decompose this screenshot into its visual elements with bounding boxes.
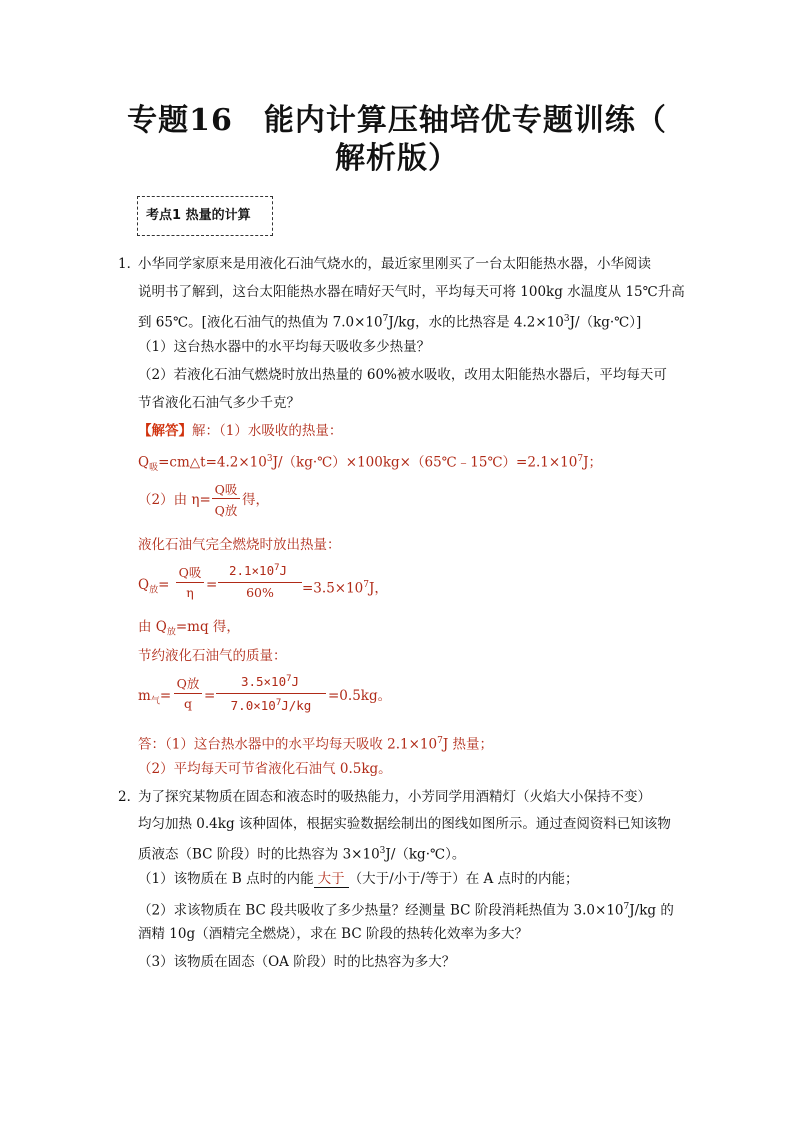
exponent: 7 (437, 736, 443, 746)
frac-numerator: Q吸 (214, 482, 238, 497)
question-2-stem-line2: 均匀加热 0.4kg 该种固体，根据实验数据绘制出的图线如图所示。通过查阅资料已知该物 (138, 816, 671, 832)
question-1-stem-line2: 说明书了解到，这台太阳能热水器在晴好天气时，平均每天可将 100kg 水温度从 15℃升高 (138, 284, 685, 300)
eq-part: J (291, 674, 300, 690)
question-1-stem-line1: 小华同学家原来是用液化石油气烧水的，最近家里刚买了一台太阳能热水器，小华阅读 (138, 256, 651, 272)
equation-heat-absorbed (138, 449, 602, 478)
stem3-part-a: 质液态（BC 阶段）时的比热容为 3×10 (138, 846, 380, 863)
eq-subscript: 放 (166, 627, 176, 638)
heat-release-label: 液化石油气完全燃烧时放出热量： (138, 537, 341, 553)
question-2-sub1 (138, 869, 579, 889)
frac-numerator: Q吸 (178, 565, 202, 580)
eq3-rhs (302, 575, 388, 599)
equals: = (206, 577, 218, 593)
answer-intro: 解：（1）水吸收的热量： (192, 423, 343, 439)
frac-denominator: η (186, 585, 194, 600)
frac-denominator: 60% (246, 585, 274, 600)
eq-part: J/（kg·℃）×100kg×（65℃﹣15℃）=2.1×10 (272, 454, 578, 471)
stem3-part-b: J/kg，水的比热容是 4.2×10 (388, 314, 564, 331)
eq-part: =3.5×10 (302, 580, 364, 597)
exponent: 7 (623, 902, 630, 912)
eq5-rhs: =0.5kg。 (328, 688, 392, 704)
answer-part: 答：（1）这台热水器中的水平均每天吸收 2.1×10 (138, 736, 438, 753)
sub1-part-b: （大于/小于/等于）在 A 点时的内能； (348, 871, 579, 887)
eq-part: J； (583, 454, 602, 471)
eq-part: J/kg (281, 698, 312, 714)
eq-subscript: 吸 (149, 463, 159, 474)
eq-part: 3.5×10 (240, 674, 287, 690)
question-2-stem-line3 (138, 841, 465, 865)
exponent: 7 (382, 314, 389, 324)
frac-denominator (216, 698, 326, 713)
section-label: 考点1 热量的计算 (137, 196, 273, 236)
stem3-part-a: 到 65℃。[液化石油气的热值为 7.0×10 (138, 314, 383, 331)
frac-numerator (218, 563, 298, 578)
answer-blank: 大于 (314, 871, 349, 888)
equals: = (204, 688, 216, 704)
eq-part: =mq 得， (175, 619, 240, 635)
question-2-stem-line1: 为了探究某物质在固态和液态时的吸热能力，小芳同学用酒精灯（火焰大小保持不变） (138, 789, 651, 805)
eq3-lhs (138, 575, 169, 601)
exponent: 7 (577, 454, 584, 464)
equals: = (158, 577, 170, 593)
question-2-sub2-line2: 酒精 10g（酒精完全燃烧），求在 BC 阶段的热转化效率为多大？ (138, 926, 528, 942)
page-title-continued: 解析版） (335, 141, 459, 176)
eq4-line (138, 617, 240, 643)
stem3-part-c: J/（kg·℃）] (569, 314, 642, 331)
efficiency-prefix: （2）由 η= (138, 492, 211, 508)
frac-denominator: Q放 (214, 503, 238, 518)
eq-subscript: 气 (150, 696, 160, 707)
question-1-number: 1． (118, 256, 141, 272)
exponent: 3 (379, 846, 386, 856)
answer-intro-line (138, 421, 342, 441)
eq-part: 由 Q (138, 619, 167, 635)
exponent: 3 (563, 314, 570, 324)
eq-part: =cm△t=4.2×10 (158, 454, 267, 471)
eq-symbol: m (138, 688, 151, 704)
fraction-bar (212, 498, 240, 499)
sub1-part-a: （1）该物质在 B 点时的内能 (138, 871, 314, 887)
eq-part: 7.0×10 (230, 698, 276, 714)
eq-part: J， (369, 580, 388, 597)
question-1-sub2-line1: （2）若液化石油气燃烧时放出热量的 60%被水吸收，改用太阳能热水器后，平均每天可 (138, 367, 667, 383)
page-title: 专题16 能内计算压轴培优专题训练（ (127, 103, 667, 138)
fraction-bar (218, 582, 302, 583)
final-answer-2: （2）平均每天可节省液化石油气 0.5kg。 (138, 761, 392, 777)
frac-numerator (218, 674, 322, 689)
question-2-sub2-line1 (138, 897, 674, 921)
eq-symbol: Q (138, 577, 150, 593)
eq-symbol: Q (138, 454, 150, 471)
question-1-sub2-line2: 节省液化石油气多少千克？ (138, 395, 300, 411)
sub2-part-b: J/kg 的 (629, 902, 674, 919)
exponent: 7 (274, 563, 280, 573)
frac-denominator: q (183, 696, 192, 711)
question-2-number: 2． (118, 789, 141, 805)
eq5-lhs (138, 686, 171, 712)
final-answer-1 (138, 731, 493, 755)
answer-part: J 热量； (442, 736, 494, 753)
question-1-sub1: （1）这台热水器中的水平均每天吸收多少热量？ (138, 339, 431, 355)
fraction-bar (216, 693, 326, 694)
fraction-bar (174, 693, 202, 694)
question-2-sub3: （3）该物质在固态（OA 阶段）时的比热容为多大？ (138, 954, 456, 970)
frac-numerator: Q放 (176, 676, 200, 691)
eq-part: J (279, 563, 288, 579)
question-1-stem-line3 (138, 309, 641, 333)
answer-tag: 【解答】 (138, 423, 192, 439)
eq-subscript: 放 (149, 585, 159, 596)
save-mass-label: 节约液化石油气的质量： (138, 648, 287, 664)
exponent: 3 (266, 454, 273, 464)
stem3-part-b: J/（kg·℃）。 (385, 846, 466, 863)
sub2-part-a: （2）求该物质在 BC 段共吸收了多少热量？经测量 BC 阶段消耗热值为 3.0×10 (138, 902, 624, 919)
exponent: 7 (275, 698, 282, 708)
exponent: 7 (286, 674, 292, 684)
equals: = (159, 688, 172, 704)
eq-part: 2.1×10 (228, 563, 275, 579)
exponent: 7 (363, 580, 370, 590)
fraction-bar (176, 582, 204, 583)
efficiency-suffix: 得， (242, 492, 269, 508)
